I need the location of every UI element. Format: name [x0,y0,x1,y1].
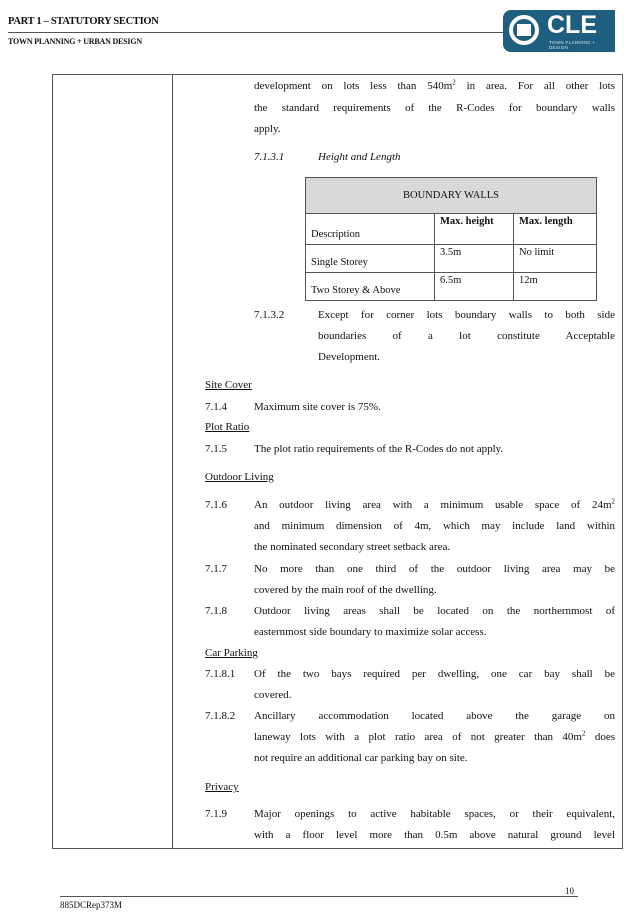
site-cover-heading: Site Cover [205,379,252,391]
table-header-description: Description [306,214,435,245]
table-row: Two Storey & Above 6.5m 12m [306,273,597,301]
outdoor-living-heading: Outdoor Living [205,471,274,483]
section-716-line-2: and minimum dimension of 4m, which may include land within [254,520,615,532]
section-7181-line-1: Of the two bays required per dwelling, one car bay shall be [254,668,615,680]
table-header-max-height: Max. height [435,214,514,245]
section-717-line-2: covered by the main roof of the dwelling. [254,584,437,596]
header-part-title: PART 1 – STATUTORY SECTION [8,16,159,27]
logo-building-icon [517,24,531,36]
section-714-number: 7.1.4 [205,401,227,413]
section-7132-line-3: Development. [318,351,381,363]
section-716-number: 7.1.6 [205,499,227,511]
section-715-text: The plot ratio requirements of the R-Codes do not apply. [254,443,504,455]
car-parking-heading: Car Parking [205,647,258,659]
boundary-walls-table [305,177,597,301]
table-row: Single Storey 3.5m No limit [306,245,597,273]
privacy-heading: Privacy [205,781,239,793]
intro-line-1: development on lots less than $540m^2$ in area. For all other lots [254,78,616,92]
logo-text: CLE [547,11,597,39]
table-title: BOUNDARY WALLS [306,178,597,214]
section-7182-number: 7.1.8.2 [205,710,236,722]
section-7131-number: 7.1.3.1 [254,151,285,163]
section-716-line-1: An outdoor living area with a minimum usable space of $24m^2$ [254,497,615,511]
section-7131-title: Height and Length [318,151,401,163]
section-7132-number: 7.1.3.2 [254,309,285,321]
section-717-number: 7.1.7 [205,563,227,575]
column-divider [172,74,173,849]
intro-line-2: the standard requirements of the R-Codes for boundary walls [254,102,615,114]
intro-line-3: apply. [254,123,281,135]
section-718-line-2: easternmost side boundary to maximize solar access. [254,626,487,638]
section-7181-number: 7.1.8.1 [205,668,236,680]
header-subtitle: TOWN PLANNING + URBAN DESIGN [8,37,142,46]
section-715-number: 7.1.5 [205,443,227,455]
section-7182-line-2: laneway lots with a plot ratio area of not greater than $40m^2$ does [254,729,616,743]
header-rule [8,32,503,33]
section-7181-line-2: covered. [254,689,292,701]
section-714-text: Maximum site cover is 75%. [254,401,381,413]
table-header-max-length: Max. length [514,214,597,245]
section-7132-line-2: boundaries of a lot constitute Acceptable [318,330,615,342]
section-718-line-1: Outdoor living areas shall be located on the northernmost of [254,605,615,617]
cle-logo [503,10,615,52]
section-717-line-1: No more than one third of the outdoor living area may be [254,563,615,575]
section-719-line-1: Major openings to active habitable spaces, or their equivalent, [254,808,615,820]
footer-rule [60,896,578,897]
section-716-line-3: the nominated secondary street setback area. [254,541,451,553]
logo-subtext: TOWN PLANNING + DESIGN [549,40,596,50]
section-7182-line-1: Ancillary accommodation located above the garage on [254,710,615,722]
section-718-number: 7.1.8 [205,605,227,617]
document-reference: 885DCRep373M [60,900,123,910]
section-719-number: 7.1.9 [205,808,227,820]
page-number: 10 [565,886,574,896]
section-719-line-2: with a floor level more than 0.5m above natural ground level [254,829,615,841]
plot-ratio-heading: Plot Ratio [205,421,250,433]
section-7182-line-3: not require an additional car parking bay on site. [254,752,468,764]
section-7132-line-1: Except for corner lots boundary walls to both side [318,309,615,321]
